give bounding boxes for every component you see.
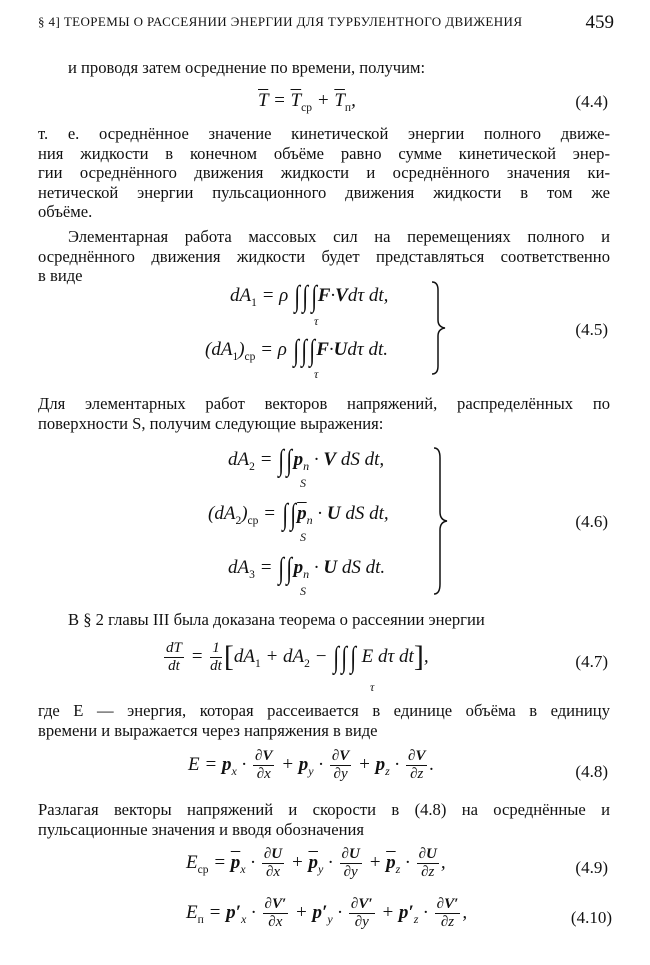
text-line: ния жидкости в конечном объёме равно сумме кинетической энер- [38,143,610,163]
paragraph-1 [38,58,610,78]
text-line: времени и выражается через напряжения в виде [38,720,378,740]
running-header [38,12,614,38]
integral-limit: S [300,584,306,598]
equation-4-6a: $dA_2 = \int\int p_n \cdot V$ dS dt, [228,444,385,477]
text-line: в виде [38,266,83,286]
page-number: 459 [585,12,614,33]
equation-4-8: $E = p_x$ · $\frac{\partial V}{\partial x}$ + $p_y$ · $\frac{\partial V}{\partial y}$ + $p_z$ · $\frac{\partial V}{\partial z}$ . [188,748,435,782]
text-line: Элементарная работа массовых сил на перемещениях полного и [68,227,610,246]
paragraph-4 [38,394,610,433]
text-line: где E — энергия, которая рассеивается в единице объёма в единицу [38,701,610,720]
integral-limit: τ [314,367,319,381]
integral-limit: τ [314,314,319,328]
paragraph-3 [38,227,610,286]
equation-4-6c: $dA_3 = \int\int p_n \cdot U$ dS dt. [228,552,386,585]
paragraph-5 [38,610,610,630]
paragraph-7 [38,800,610,839]
text-line: Для элементарных работ векторов напряжений, распределённых по [38,394,610,413]
curly-brace [428,280,450,376]
header-title: § 4] ТЕОРЕМЫ О РАССЕЯНИИ ЭНЕРГИИ ДЛЯ ТУРБУЛЕНТНОГО ДВИЖЕНИЯ [38,14,523,29]
text-line: нетической энергии пульсационного движения жидкости в том же [38,182,610,202]
text-line: Разлагая векторы напряжений и скорости в (4.8) на осреднённые и [38,800,610,819]
equation-4-4: $\overline{T} = \overline{T}_{ср} + \overline{T}_п$, [258,90,356,114]
integral-limit: S [300,476,306,490]
equation-number-4-6: (4.6) [575,512,608,531]
text-line: объёме. [38,202,93,222]
equation-4-6b: $(dA_2)_{ср} = \int\int\overline{p}_n \cdot U$ dS dt, [208,498,389,531]
equation-4-5a: $dA_1 = \rho$ ∫∫∫F·Vdτ dt, [230,280,389,313]
text-line: и проводя затем осреднение по времени, получим: [68,58,426,77]
equation-number-4-5: (4.5) [575,320,608,339]
text-line: В § 2 главы III была доказана теорема о рассеянии энергии [68,610,485,629]
equation-number-4-7: (4.7) [575,652,608,671]
text-line: осреднённого движения жидкости будет представляться соответственно [38,246,610,266]
paragraph-2 [38,124,610,222]
equation-number-4-8: (4.8) [575,762,608,781]
equation-4-9: $E_{ср} = \overline{p}_x$ · $\frac{\partial U}{\partial x}$ + $\overline{p}_y$ · $\frac{\partial U}{\partial y}$ + $\overline{p}_z$ · $\frac{\partial U}{\partial z}$ , [186,846,446,880]
equation-4-7: $\frac{dT}{dt}$ = $\frac{1}{dt}$ [$dA_1 + dA_2$ − ∫∫∫ E dτ dt], [166,640,429,675]
equation-number-4-4: (4.4) [575,92,608,111]
text-line: гии осреднённого движения жидкости и осреднённого значения ки- [38,163,610,183]
integral-limit: τ [370,680,375,694]
text-line: т. е. осреднённое значение кинетической энергии полного движе- [38,124,610,143]
paragraph-6 [38,701,610,740]
equation-4-10: $E_п = p'_x$ · $\frac{\partial V'}{\partial x}$ + $p'_y$ · $\frac{\partial V'}{\partial y}$ + $p'_z$ · $\frac{\partial V'}{\partial z}$ , [186,896,468,930]
equation-number-4-10: (4.10) [570,908,612,927]
curly-brace [430,446,452,596]
equation-4-5b: $(dA_1)_{ср} = \rho$ ∫∫∫F·Udτ dt. [205,334,388,367]
text-line: поверхности S, получим следующие выражения: [38,413,384,433]
text-line: пульсационные значения и вводя обозначения [38,819,364,839]
integral-limit: S [300,530,306,544]
equation-number-4-9: (4.9) [575,858,608,877]
